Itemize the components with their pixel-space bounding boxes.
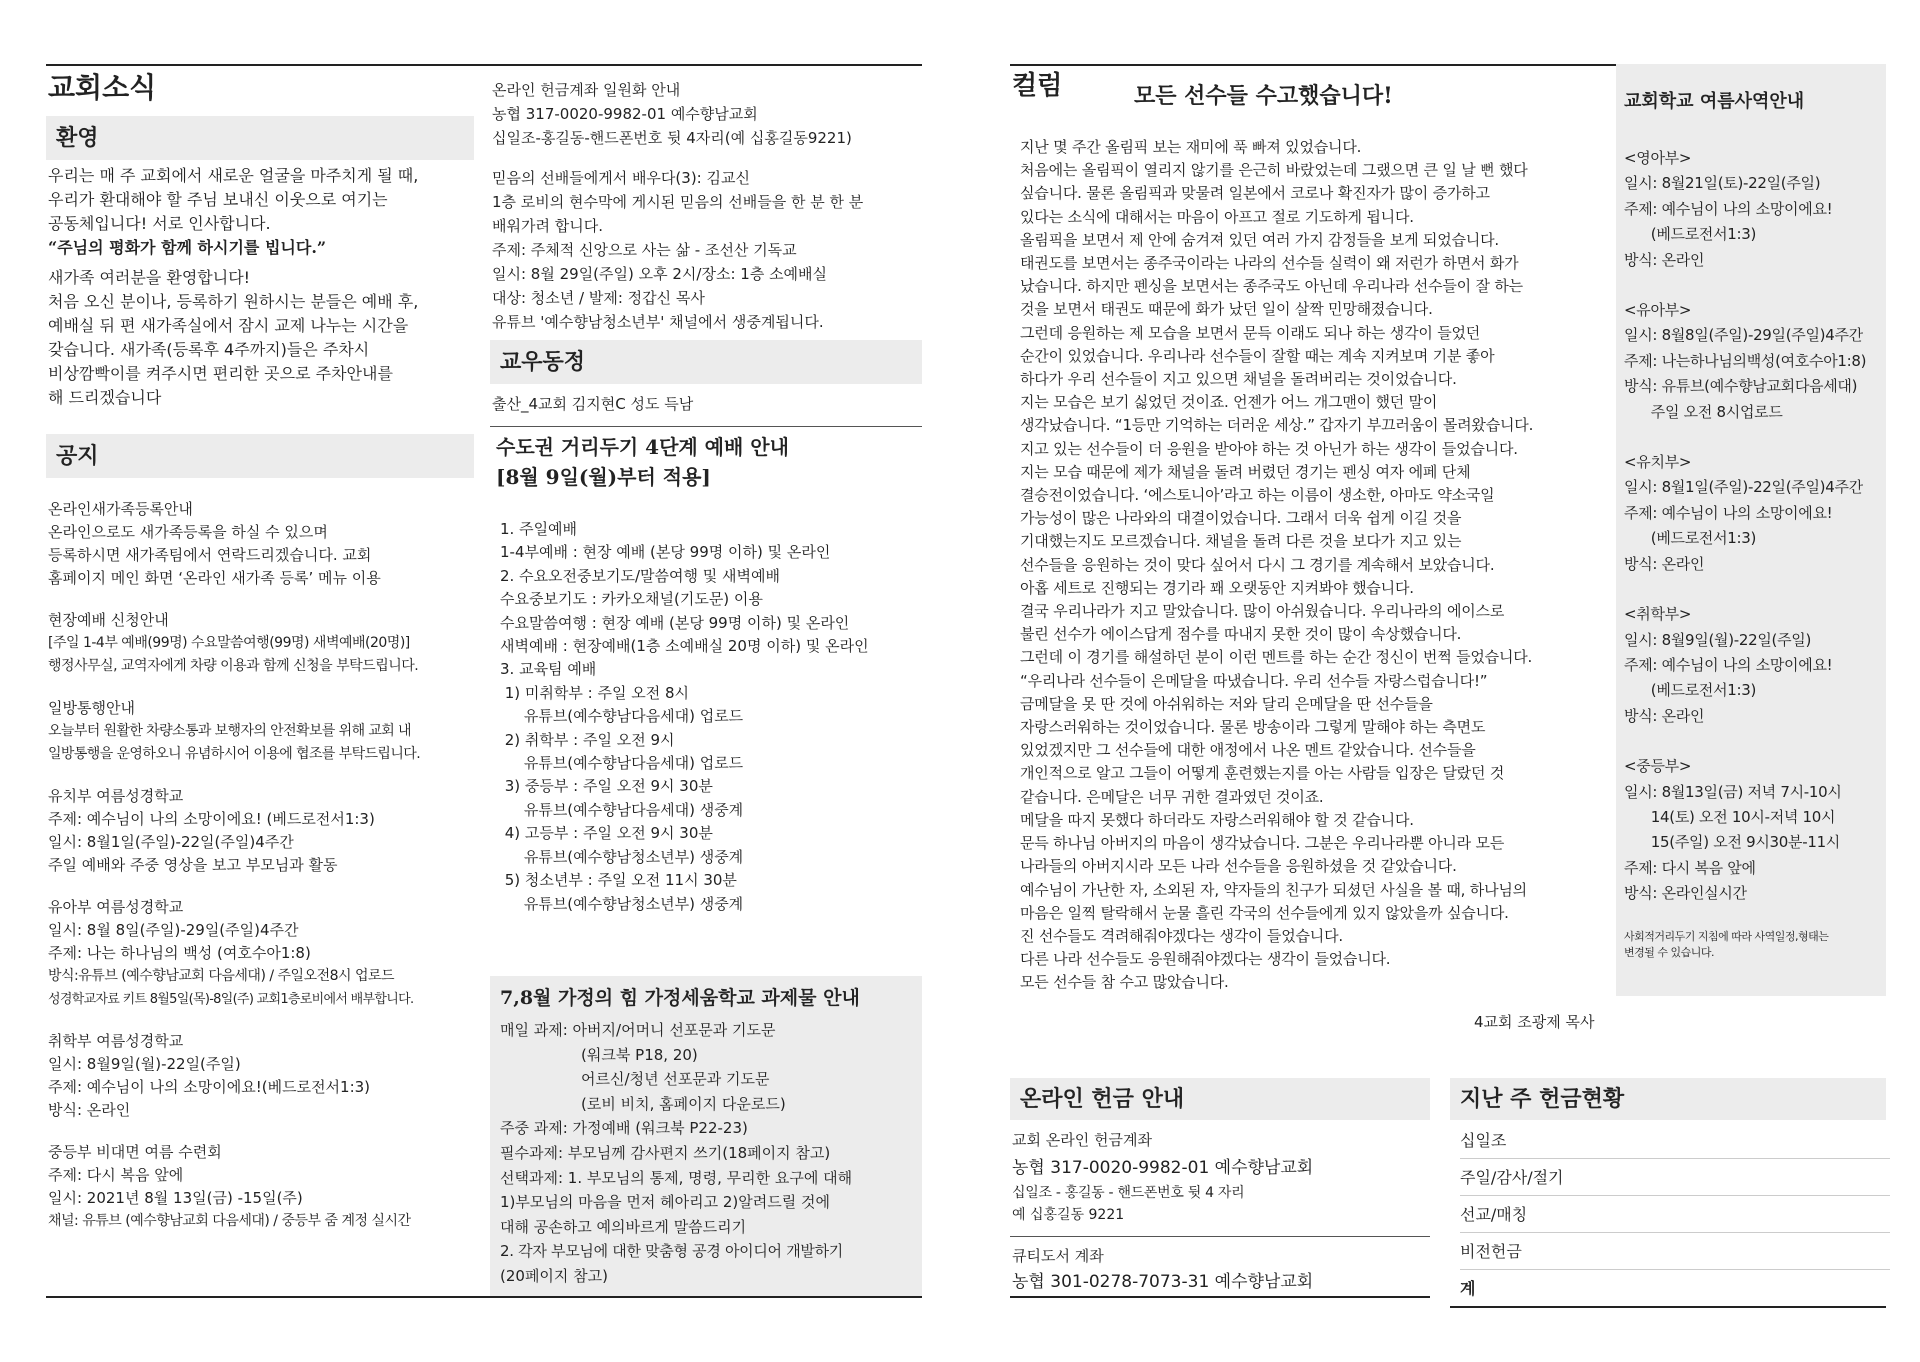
notice-item: 유치부 여름성경학교 주제: 예수님이 나의 소망이에요! (베드로전서1:3) 일시: 8월1일(주일)-22일(주일)4주간 주일 예배와 주중 영상을 보고 부모님과 활동	[48, 787, 375, 874]
offering-status-row: 선교/매칭	[1460, 1196, 1890, 1233]
qt-account-section: 큐티도서 계좌 농협 301-0278-7073-31 예수향남교회	[1012, 1244, 1432, 1296]
summer-ministry-title: 교회학교 여름사역안내	[1624, 91, 1805, 112]
offering-status-total: 계	[1460, 1279, 1476, 1298]
column-title: 모든 선수들 수고했습니다!	[1134, 83, 1393, 109]
church-news-title: 교회소식	[48, 71, 157, 104]
ministry-group: <유치부> 일시: 8월1일(주일)-22일(주일)4주간 주제: 예수님이 나의 소망이에요! (베드로전서1:3) 방식: 온라인	[1624, 453, 1863, 573]
offering-guide-header: 온라인 헌금 안내	[1010, 1078, 1430, 1120]
offering-status-row: 주일/감사/절기	[1460, 1159, 1890, 1196]
faith-study-notice: 믿음의 선배들에게서 배우다(3): 김교신 1층 로비의 현수막에 게시된 믿음의 선배들을 한 분 한 분 배워가려 합니다. 주제: 주체적 신앙으로 사는 삶 - 조선산 기독교 일시: 8월 29일(주일) 오후 2시/장소: 1층 소예배실 대상: 청소년 / 발제: 정갑신 목사 유튜브 '예수향남청소년부' 채널에서 생중계됩니다.	[492, 169, 864, 331]
ministry-group: <영아부> 일시: 8월21일(토)-22일(주일) 주제: 예수님이 나의 소망이에요! (베드로전서1:3) 방식: 온라인	[1624, 149, 1833, 269]
notice-item: 유아부 여름성경학교 일시: 8월 8일(주일)-29일(주일)4주간 주제: 나는 하나님의 백성 (여호수아1:8) 방식:유튜브 (예수향남교회 다음세대) / 주일오전8시 업로드 성경학교자료 키트 8월5일(목)-8일(주) 교회1층로비에서 배부합니다.	[48, 898, 414, 1007]
offering-status-row: 비전헌금	[1460, 1233, 1890, 1270]
qt-account: 농협 301-0278-7073-31 예수향남교회	[1012, 1272, 1314, 1292]
family-school-box: 7,8월 가정의 힘 가정세움학교 과제물 안내 매일 과제: 아버지/어머니 선포문과 기도문 (워크북 P18, 20) 어르신/청년 선포문과 기도문 (로비 비치, 홈페이지 다운로드) 주중 과제: 가정예배 (워크북 P22-23) 필수과제: 부모님께 감사편지 쓰기(18페이지 참고) 선택과제: 1. 부모님의 통제, 명령, 무리한 요구에 대해 1)부모님의 마음을 먼저 헤아리고 2)알려드릴 것에 대해 공손하고 예의바르게 말씀드리기 2. 각자 부모님에 대한 맞춤형 공경 아이디어 개발하기 (20페이지 참고)	[490, 976, 922, 1296]
notice-item: 현장예배 신청안내 [주일 1-4부 예배(99명) 수요말씀여행(99명) 새벽예배(20명)] 행정사무실, 교역자에게 차량 이용과 함께 신청을 부탁드립니다.	[48, 611, 419, 674]
ministry-group: <유아부> 일시: 8월8일(주일)-29일(주일)4주간 주제: 나는하나님의백성(여호수아1:8) 방식: 유튜브(예수향남교회다음세대) 주일 오전 8시업로드	[1624, 301, 1867, 421]
welcome-sub: 새가족 여러분을 환영합니다!	[48, 268, 251, 287]
column-body: 지난 몇 주간 올림픽 보는 재미에 푹 빠져 있었습니다. 처음에는 올림픽이 열리지 않기를 은근히 바랐었는데 그랬으면 큰 일 날 뻔 했다 싶습니다. 물론 올림픽과 맞물려 일본에서 코로나 확진자가 많이 증가하고 있다는 소식에 대해서는 마음이 아프고 절로 기도하게 됩니다. 올림픽을 보면서 제 안에 숨겨져 있던 여러 가지 감정들을 보게 되었습니다. 태권도를 보면서는 종주국이라는 나라의 선수들 실력이 왜 저런가 하면서 화가 났습니다. 하지만 펜싱을 보면서는 종주국도 아닌데 우리나라 선수들이 잘 하는 것을 보면서 태권도 때문에 화가 났던 일이 살짝 민망해졌습니다. 그런데 응원하는 제 모습을 보면서 문득 이래도 되나 하는 생각이 들었던 순간이 있었습니다. 우리나라 선수들이 잘할 때는 계속 지켜보며 기분 좋아 하다가 우리 선수들이 지고 있으면 채널을 돌려버리는 것이었습니다. 지는 모습은 보기 싫었던 것이죠. 언젠가 어느 개그맨이 했던 말이 생각났습니다. “1등만 기억하는 더러운 세상.” 갑자기 부끄러움이 몰려왔습니다. 지고 있는 선수들이 더 응원을 받아야 하는 것 아닌가 하는 생각이 들었습니다. 지는 모습 때문에 제가 채널을 돌려 버렸던 경기는 펜싱 여자 에페 단체 결승전이었습니다. ‘에스토니아’라고 하는 이름이 생소한, 아마도 약소국일 가능성이 많은 나라와의 대결이었습니다. 그래서 더욱 쉽게 이길 것을 기대했는지도 모르겠습니다. 채널을 돌려 다른 것을 보다가 지고 있는 선수들을 응원하는 것이 맞다 싶어서 다시 그 경기를 계속해서 보았습니다. 아홉 세트로 진행되는 경기라 꽤 오랫동안 지켜봐야 했습니다. 결국 우리나라가 지고 말았습니다. 많이 아쉬웠습니다. 우리나라의 에이스로 불린 선수가 에이스답게 점수를 따내지 못한 것이 많이 속상했습니다. 그런데 이 경기를 해설하던 분이 이런 멘트를 하는 순간 정신이 번쩍 들었습니다. “우리나라 선수들이 은메달을 따냈습니다. 우리 선수들 자랑스럽습니다!” 금메달을 못 딴 것에 아쉬워하는 저와 달리 은메달을 딴 선수들을 자랑스러워하는 것이었습니다. 물론 방송이라 그렇게 말해야 하는 측면도 있었겠지만 그 선수들에 대한 애정에서 나온 멘트 같았습니다. 선수들을 개인적으로 알고 그들이 어떻게 훈련했는지를 아는 사람들 입장은 달랐던 것 같습니다. 은메달은 너무 귀한 결과였던 것이죠. 메달을 따지 못했다 하더라도 자랑스러워해야 할 것 같습니다. 문득 하나님 아버지의 마음이 생각났습니다. 그분은 우리나라뿐 아니라 모든 나라들의 아버지시라 모든 나라 선수들을 응원하셨을 것 같았습니다. 예수님이 가난한 자, 소외된 자, 약자들의 친구가 되셨던 사실을 볼 때, 하나님의 마음은 일찍 탈락해서 눈물 흘린 각국의 선수들에게 있지 않았을까 싶습니다. 진 선수들도 격려해줘야겠다는 생각이 들었습니다. 다른 나라 선수들도 응원해줘야겠다는 생각이 들었습니다. 모든 선수들 참 수고 많았습니다.	[1020, 138, 1534, 992]
notice-item: 중등부 비대면 여름 수련회 주제: 다시 복음 앞에 일시: 2021년 8월 13일(금) -15일(주) 채널: 유튜브 (예수향남교회 다음세대) / 중등부 줌 계정 실시간	[48, 1143, 411, 1229]
ministry-note: 사회적거리두기 지침에 따라 사역일정,형태는 변경될 수 있습니다.	[1624, 929, 1829, 959]
offering-account: 농협 317-0020-9982-01 예수향남교회	[1012, 1158, 1314, 1178]
offering-guide: 교회 온라인 헌금계좌 농협 317-0020-9982-01 예수향남교회 십일조 - 홍길동 - 핸드폰번호 뒷 4 자리 예 십홍길동 9221	[1012, 1128, 1432, 1226]
notice-list	[48, 498, 480, 1233]
family-school-title: 7,8월 가정의 힘 가정세움학교 과제물 안내	[500, 987, 860, 1009]
ministry-group: <취학부> 일시: 8월9일(월)-22일(주일) 주제: 예수님이 나의 소망이에요! (베드로전서1:3) 방식: 온라인	[1624, 605, 1833, 725]
offering-status-row: 십일조	[1460, 1122, 1890, 1159]
distancing-title: 수도권 거리두기 4단계 예배 안내 [8월 9일(월)부터 적용]	[496, 435, 789, 489]
welcome-section: 우리는 매 주 교회에서 새로운 얼굴을 마주치게 될 때, 우리가 환대해야 할 주님 보내신 이웃으로 여기는 공동체입니다! 서로 인사합니다. “주님의 평화가 함께 하시기를 빕니다.” 새가족 여러분을 환영합니다! 처음 오신 분이나, 등록하기 원하시는 분들은 예배 후, 예배실 뒤 편 새가족실에서 잠시 교제 나누는 시간을 갖습니다. 새가족(등록후 4주까지)들은 주차시 비상깜빡이를 켜주시면 편리한 곳으로 주차안내를 해 드리겠습니다	[48, 164, 478, 410]
summer-ministry-box	[1616, 64, 1886, 996]
members-news-text: 출산_4교회 김지현C 성도 득남	[492, 395, 694, 413]
column-label: 컬럼	[1012, 71, 1063, 101]
welcome-motto: “주님의 평화가 함께 하시기를 빕니다.”	[48, 238, 327, 257]
online-offering-notice: 온라인 헌금계좌 일원화 안내 농협 317-0020-9982-01 예수향남교회 십일조-홍길동-핸드폰번호 뒷 4자리(예 십홍길동9221)	[492, 81, 852, 147]
distancing-details: 1. 주일예배 1-4부예배 : 현장 예배 (본당 99명 이하) 및 온라인 2. 수요오전중보기도/말씀여행 및 새벽예배 수요중보기도 : 카카오채널(기도문) 이용 수요말씀여행 : 현장 예배 (본당 99명 이하) 및 온라인 새벽예배 : 현장예배(1층 소예배실 20명 이하) 및 온라인 3. 교육팀 예배 1) 미취학부 : 주일 오전 8시 유튜브(예수향남다음세대) 업로드 2) 취학부 : 주일 오전 9시 유튜브(예수향남다음세대) 업로드 3) 중등부 : 주일 오전 9시 30분 유튜브(예수향남다음세대) 생중계 4) 고등부 : 주일 오전 9시 30분 유튜브(예수향남청소년부) 생중계 5) 청소년부 : 주일 오전 11시 30분 유튜브(예수향남청소년부) 생중계	[500, 520, 869, 913]
offering-status-header: 지난 주 헌금현황	[1450, 1078, 1886, 1120]
members-news-header: 교우동정	[490, 340, 922, 384]
notice-header: 공지	[46, 434, 474, 478]
notice-item: 온라인새가족등록안내 온라인으로도 새가족등록을 하실 수 있으며 등록하시면 새가족팀에서 연락드리겠습니다. 교회 홈페이지 메인 화면 ‘온라인 새가족 등록’ 메뉴 이용	[48, 500, 381, 587]
column-author: 4교회 조광제 목사	[1474, 1013, 1595, 1031]
notice-item: 취학부 여름성경학교 일시: 8월9일(월)-22일(주일) 주제: 예수님이 나의 소망이에요!(베드로전서1:3) 방식: 온라인	[48, 1032, 371, 1119]
notice-item: 일방통행안내 오늘부터 원활한 차량소통과 보행자의 안전확보를 위해 교회 내 일방통행을 운영하오니 유념하시어 이용에 협조를 부탁드립니다.	[48, 699, 421, 762]
welcome-header: 환영	[46, 116, 474, 160]
ministry-group: <중등부> 일시: 8월13일(금) 저녁 7시-10시 14(토) 오전 10시-저녁 10시 15(주일) 오전 9시30분-11시 주제: 다시 복음 앞에 방식: 온라인실시간	[1624, 757, 1842, 903]
